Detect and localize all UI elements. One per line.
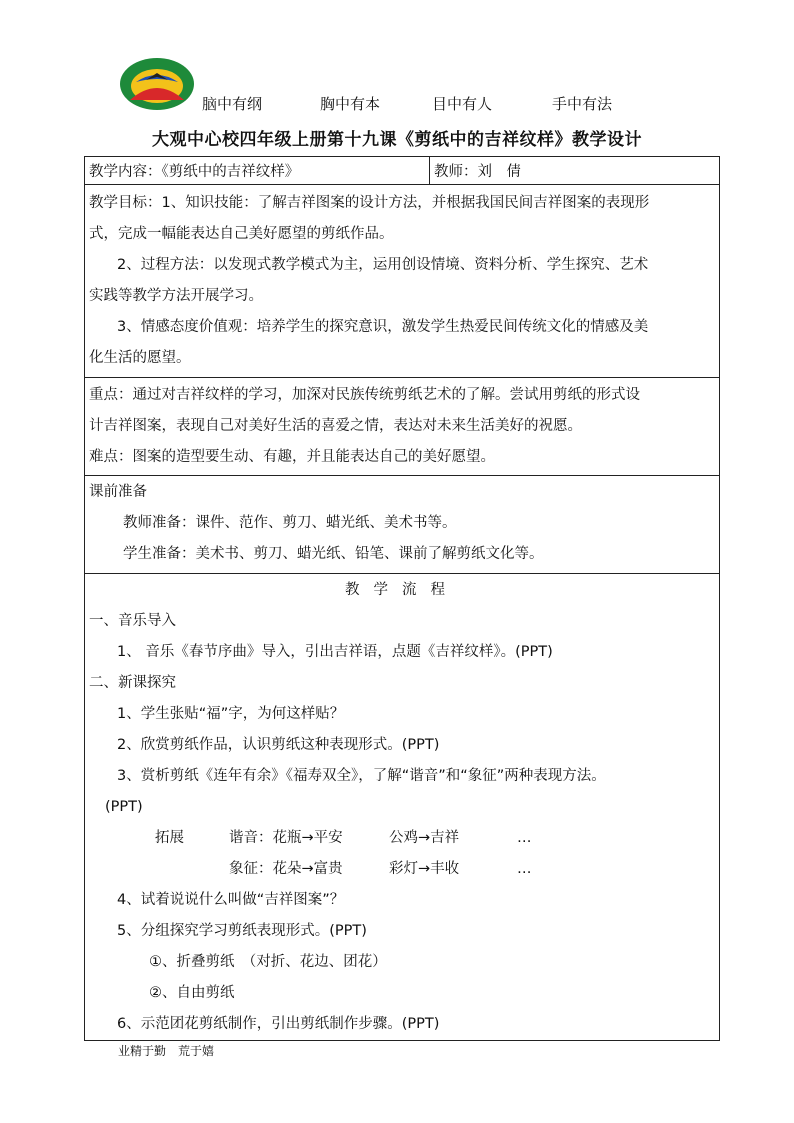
difficulty-line: 难点：图案的造型要生动、有趣，并且能表达自己的美好愿望。 [89,449,495,465]
lesson-content: 教学内容：《剪纸中的吉祥纹样》 [89,164,300,180]
keypoints-cell [85,378,720,476]
ellipsis: … [517,861,532,877]
footer-motto: 业精于勤 荒于嬉 [118,1044,215,1058]
goals-line: 3、情感态度价值观：培养学生的探究意识，激发学生热爱民间传统文化的情感及美 [117,319,649,335]
section-music-intro: 一、音乐导入 [89,613,176,629]
prep-teacher: 教师准备：课件、范作、剪刀、蜡光纸、美术书等。 [123,515,457,531]
motto-2: 胸中有本 [320,95,381,113]
goals-cell [85,185,720,378]
symbol-example-2: 彩灯→丰收 [389,861,460,877]
keypoint-line: 重点：通过对吉祥纹样的学习，加深对民族传统剪纸艺术的了解。尝试用剪纸的形式设 [89,387,640,403]
flow-step: 4、试着说说什么叫做“吉祥图案”？ [117,892,345,908]
flow-step: 3、赏析剪纸《连年有余》《福寿双全》，了解“谐音”和“象征”两种表现方法。 [117,768,606,784]
motto-row [0,93,794,115]
homophone-example-2: 公鸡→吉祥 [389,830,460,846]
motto-3: 目中有人 [432,95,493,113]
goals-line: 化生活的愿望。 [89,350,191,366]
ellipsis: … [517,830,532,846]
prep-student: 学生准备：美术书、剪刀、蜡光纸、铅笔、课前了解剪纸文化等。 [123,546,544,562]
keypoint-line: 计吉祥图案，表现自己对美好生活的喜爱之情，表达对未来生活美好的祝愿。 [89,418,582,434]
flow-step: 1、 音乐《春节序曲》导入，引出吉祥语，点题《吉祥纹样》。(PPT) [117,644,553,660]
homophone-example: 谐音：花瓶→平安 [229,830,343,846]
prep-heading: 课前准备 [89,484,147,500]
teacher-name: 教师：刘 倩 [434,164,521,180]
section-new-lesson: 二、新课探究 [89,675,176,691]
extension-label: 拓展 [155,830,184,846]
flow-step: 6、示范团花剪纸制作，引出剪纸制作步骤。(PPT) [117,1016,440,1032]
flow-step: 1、学生张贴“福”字，为何这样贴？ [117,706,345,722]
extension-row-2 [89,854,715,885]
flow-step-cont: (PPT) [105,799,143,815]
symbol-example: 象征：花朵→富贵 [229,861,343,877]
content-cell [85,157,430,185]
teacher-cell [430,157,720,185]
flow-cell [85,574,720,1041]
flow-step: 5、分组探究学习剪纸表现形式。(PPT) [117,923,367,939]
extension-row-1 [89,823,715,854]
motto-4: 手中有法 [552,95,613,113]
flow-step: 2、欣赏剪纸作品，认识剪纸这种表现形式。(PPT) [117,737,440,753]
goals-line: 教学目标：1、知识技能：了解吉祥图案的设计方法，并根据我国民间吉祥图案的表现形 [89,195,650,211]
motto-1: 脑中有纲 [202,95,263,113]
lesson-plan-table [84,156,720,1041]
document-title: 大观中心校四年级上册第十九课《剪纸中的吉祥纹样》教学设计 [152,130,642,150]
flow-substep: ②、自由剪纸 [149,985,235,1001]
goals-line: 实践等教学方法开展学习。 [89,288,263,304]
flow-substep: ①、折叠剪纸 （对折、花边、团花） [149,954,387,970]
prep-cell [85,476,720,574]
flow-heading: 教学流程 [345,582,459,598]
goals-line: 2、过程方法：以发现式教学模式为主，运用创设情境、资料分析、学生探究、艺术 [117,257,649,273]
goals-line: 式，完成一幅能表达自己美好愿望的剪纸作品。 [89,226,394,242]
